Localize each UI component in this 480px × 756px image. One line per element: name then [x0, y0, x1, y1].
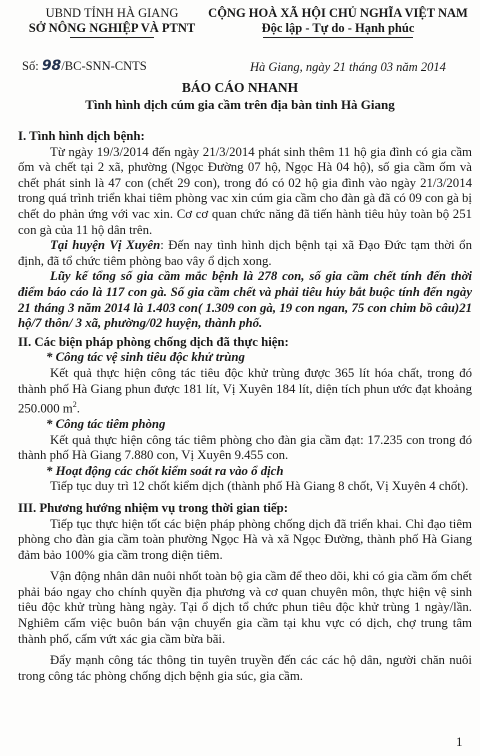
checkpoint-paragraph: Tiếp tục duy trì 12 chốt kiểm dịch (thành phố Hà Giang 8 chốt, Vị Xuyên 4 chốt). — [50, 479, 469, 494]
report-title: BÁO CÁO NHANH — [181, 80, 299, 95]
issuer-parent-agency: UBND TỈNH HÀ GIANG — [45, 6, 179, 20]
national-title: CỘNG HOÀ XÃ HỘI CHỦ NGHĨA VIỆT NAM — [208, 6, 468, 20]
report-subtitle: Tình hình dịch cúm gia cầm trên địa bàn tỉnh Hà Giang — [85, 97, 395, 112]
cumulative-summary: Lũy kế tổng số gia cầm mắc bệnh là 278 con, số gia cầm chết tính đến thời điểm báo cáo là 117 con gà. Số gia cầm chết và phải tiêu hủy bắt buộc tính đến ngày 21 tháng 3 năm 2014 là 1.403 con( 1.309 con gà, 19 con ngan, 75 con chim bồ câu)21 hộ/7 thôn/ 3 xã, phường/02 huyện, thành phố. — [18, 269, 472, 331]
national-motto: Độc lập - Tự do - Hạnh phúc — [261, 21, 415, 35]
section-3-heading: III. Phương hướng nhiệm vụ trong thời gian tiếp: — [18, 500, 288, 515]
disinfection-subheading: * Công tác vệ sinh tiêu độc khử trùng — [46, 350, 245, 365]
page-number: 1 — [456, 734, 463, 749]
section-1-heading: I. Tình hình dịch bệnh: — [18, 129, 145, 143]
report-body — [18, 126, 472, 684]
section-1-vi-xuyen-paragraph: Tại huyện Vị Xuyên: Đến nay tình hình dịch bệnh tại xã Đạo Đức tạm thời ổn định, đã tổ chức tiêm phòng bao vây ổ dịch xong. — [18, 238, 472, 268]
checkpoint-subheading: * Hoạt động các chốt kiểm soát ra vào ổ dịch — [46, 463, 284, 478]
section-1-paragraph: Từ ngày 19/3/2014 đến ngày 21/3/2014 phát sinh thêm 11 hộ gia đình có gia cầm ốm và chết tại 2 xã, phường (Ngọc Đường 07 hộ, Ngọc Hà 04 hộ), số gia cầm ốm và chết phát sinh là 47 con (chết 29 con), trong đó có 02 hộ gia đình vào ngày 21/3/2014 trong quá trình triển khai tiêm phòng vac xin cúm gia cầm cho đàn gà đã có 09 con gà bị chết do phản ứng với vac xin. Cơ cơ quan chức năng đã tiến hành tiêu hủy toàn bộ 251 con gà của 11 hộ dân trên. — [18, 144, 472, 237]
vaccination-paragraph: Kết quả thực hiện công tác tiêm phòng cho đàn gia cầm đạt: 17.235 con trong đó thành phố Hà Giang 7.880 con, Vị Xuyên 9.455 con. — [18, 432, 472, 463]
document-number: Số: 98/BC-SNN-CNTS — [22, 58, 147, 74]
section-3-paragraph-1: Tiếp tục thực hiện tốt các biện pháp phòng chống dịch đã triển khai. Chỉ đạo tiêm phòng cho đàn gia cầm toàn phường Ngọc Hà và xã Ngọc Đường, thành phố Hà Giang đảm bảo 100% gia cầm trong diện tiêm. — [18, 516, 472, 562]
issuer-header — [16, 6, 208, 38]
handwritten-number: 98 — [41, 58, 62, 74]
disinfection-paragraph: Kết quả thực hiện công tác tiêu độc khử trùng được 365 lít hóa chất, trong đó thành phố Hà Giang phun được 181 lít, Vị Xuyên 184 lít, diện tích phun ước đạt khoảng 250.000 $m^2$. — [18, 365, 472, 416]
vaccination-subheading: * Công tác tiêm phòng — [46, 416, 166, 431]
place-date: Hà Giang, ngày 21 tháng 03 năm 2014 — [250, 60, 446, 74]
national-header — [200, 6, 476, 38]
section-2-heading: II. Các biện pháp phòng chống dịch đã thực hiện: — [18, 334, 289, 349]
vi-xuyen-label: Tại huyện Vị Xuyên — [50, 238, 161, 253]
section-3-paragraph-2: Vận động nhân dân nuôi nhốt toàn bộ gia cầm để theo dõi, khi có gia cầm ốm chết phải báo ngay cho chính quyền địa phương và cơ quan chuyên môn, thực hiện vệ sinh tiêu độc khử trùng hàng ngày. Tại ổ dịch tổ chức phun tiêu độc khử trùng 1 ngày/lần. Nghiêm cấm việc buôn bán vận chuyển gia cầm tại khu vực có dịch, chợ trung tâm thành phố, cấm vứt xác gia cầm bừa bãi. — [18, 569, 472, 646]
section-3-paragraph-3: Đẩy mạnh công tác thông tin tuyên truyền đến các các hộ dân, người chăn nuôi trong công tác phòng chống dịch bệnh gia súc, gia cầm. — [18, 653, 472, 683]
issuer-department: SỞ NÔNG NGHIỆP VÀ PTNT — [28, 21, 196, 35]
motto-underline — [263, 37, 413, 38]
issuer-underline — [70, 37, 154, 38]
